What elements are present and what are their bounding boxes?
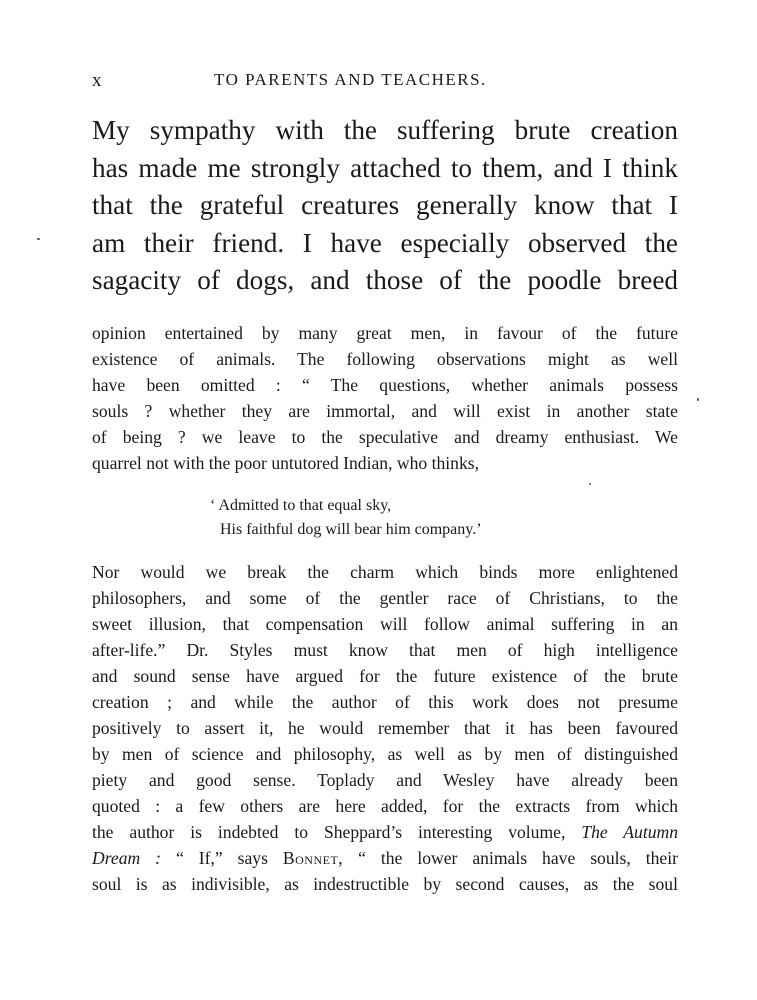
author-name: Bonnet, [282, 848, 344, 868]
text-fragment: “ If,” says [175, 848, 268, 868]
verse-line-1: ‘ Admitted to that equal sky, [210, 497, 392, 514]
text-line: after-life.” Dr. Styles must know that men of high intelligence [92, 640, 678, 660]
text-line: soul is as indivisible, as indestructible by second causes, as the soul [92, 874, 678, 894]
text-line: sweet illusion, that compensation will follow animal suffering in an [92, 614, 678, 634]
text-line: quoted : a few others are here added, for the extracts from which [92, 796, 678, 816]
page-numeral: x [92, 70, 103, 91]
text-line: am their friend. I have especially observed the [92, 227, 678, 258]
text-fragment: the author is indebted to Sheppard’s interesting volume, [92, 822, 566, 842]
text-line: has made me strongly attached to them, and I think [92, 152, 678, 183]
text-line: sagacity of dogs, and those of the poodle breed [92, 265, 678, 295]
text-line: quarrel not with the poor untutored Indian, who thinks, [92, 453, 479, 473]
text-line: philosophers, and some of the gentler race of Christians, to the [92, 588, 678, 608]
body-paragraph-1 [92, 320, 678, 476]
text-line: creation ; and while the author of this work does not presume [92, 692, 678, 712]
text-line: souls ? whether they are immortal, and will exist in another state [92, 401, 678, 421]
text-fragment: “ the lower animals have souls, their [358, 848, 678, 868]
body-paragraph-2 [92, 559, 678, 897]
print-speck [697, 398, 699, 401]
text-line: My sympathy with the suffering brute creation [92, 115, 678, 145]
book-title-fragment: Dream : [92, 848, 162, 868]
print-speck [589, 483, 591, 485]
text-line: have been omitted : “ The questions, whether animals possess [92, 375, 678, 395]
text-line: and sound sense have argued for the future existence of the brute [92, 666, 678, 686]
running-title: TO PARENTS AND TEACHERS. [214, 70, 487, 89]
text-line: that the grateful creatures generally know that I [92, 190, 678, 220]
text-line: of being ? we leave to the speculative and dreamy enthusiast. We [92, 427, 678, 447]
large-type-paragraph [92, 112, 678, 300]
text-line: Nor would we break the charm which binds more enlightened [92, 562, 678, 582]
text-line: existence of animals. The following observations might as well [92, 349, 678, 369]
text-line [92, 845, 678, 871]
verse-quotation [210, 494, 482, 541]
running-header [92, 70, 677, 94]
text-line: by men of science and philosophy, as well as by men of distinguished [92, 744, 678, 764]
text-line: positively to assert it, he would remember that it has been favoured [92, 718, 678, 738]
book-title-fragment: The Autumn [581, 822, 679, 842]
print-speck [37, 238, 40, 240]
verse-line-2: His faithful dog will bear him company.’ [220, 520, 482, 538]
text-line: opinion entertained by many great men, in favour of the future [92, 323, 678, 343]
text-line [92, 819, 678, 845]
text-line: piety and good sense. Toplady and Wesley have already been [92, 770, 678, 790]
